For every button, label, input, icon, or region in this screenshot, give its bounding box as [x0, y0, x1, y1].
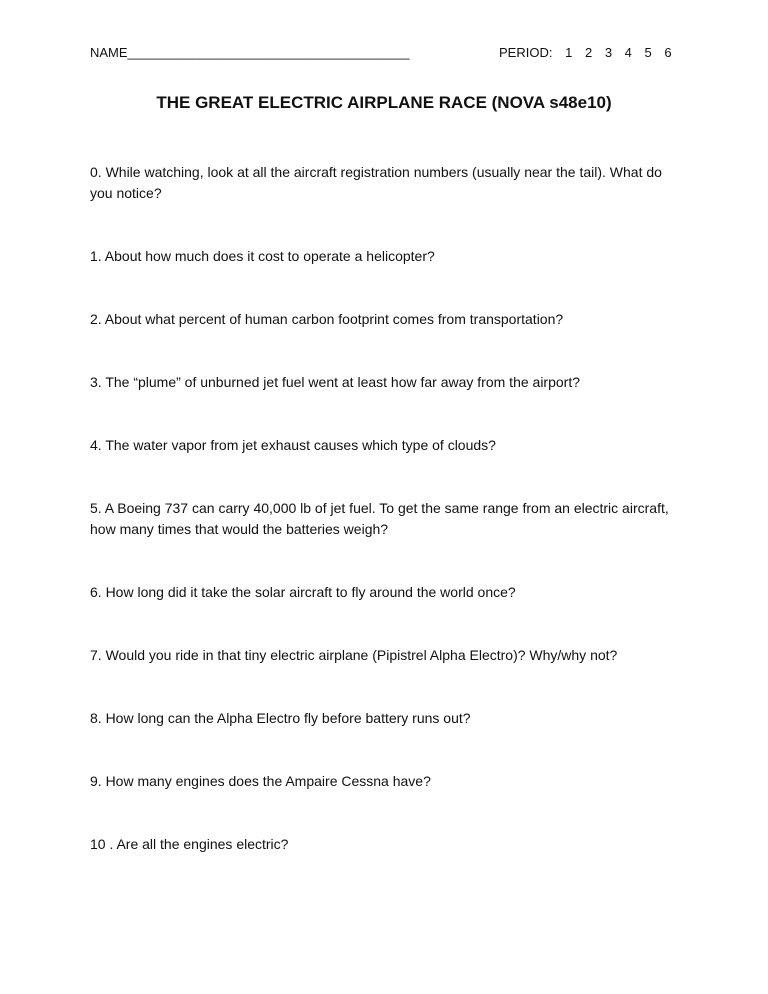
period-field: [499, 45, 672, 60]
question-9: 9. How many engines does the Ampaire Cessna have?: [90, 773, 431, 789]
period-option-5: 5: [644, 45, 652, 60]
question-7: 7. Would you ride in that tiny electric airplane (Pipistrel Alpha Electro)? Why/why not?: [90, 647, 618, 663]
question-0: 0. While watching, look at all the aircraft registration numbers (usually near the tail). What do you notice?: [90, 164, 662, 201]
question-5: 5. A Boeing 737 can carry 40,000 lb of jet fuel. To get the same range from an electric aircraft, how many times that would the batteries weigh?: [90, 500, 669, 537]
period-option-4: 4: [624, 45, 632, 60]
question-8: 8. How long can the Alpha Electro fly before battery runs out?: [90, 710, 471, 726]
worksheet-title: THE GREAT ELECTRIC AIRPLANE RACE (NOVA s48e10): [156, 93, 612, 112]
name-field-label: NAME_______________________________________: [90, 45, 410, 60]
question-3: 3. The “plume” of unburned jet fuel went at least how far away from the airport?: [90, 374, 580, 390]
period-label: PERIOD:: [499, 45, 553, 60]
period-option-3: 3: [604, 45, 613, 60]
header-row: [90, 45, 678, 65]
question-10: 10 . Are all the engines electric?: [90, 836, 289, 852]
period-option-6: 6: [664, 45, 672, 60]
question-6: 6. How long did it take the solar aircraft to fly around the world once?: [90, 584, 516, 600]
question-2: 2. About what percent of human carbon footprint comes from transportation?: [90, 311, 564, 327]
question-4: 4. The water vapor from jet exhaust causes which type of clouds?: [90, 437, 496, 453]
question-1: 1. About how much does it cost to operate a helicopter?: [90, 248, 435, 264]
period-option-1: 1: [565, 45, 573, 60]
period-option-2: 2: [584, 45, 593, 60]
